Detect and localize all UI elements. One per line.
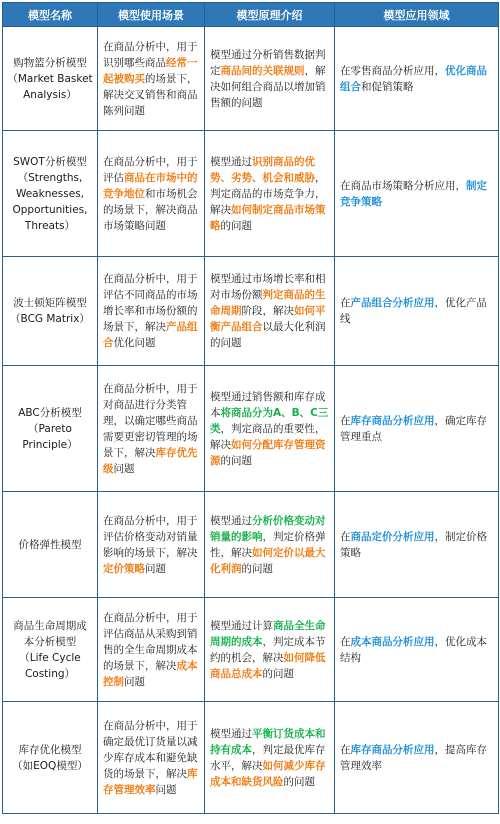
cell-text: 在商品分析中，用于评估 [103, 155, 198, 184]
cell-text: 以最大化利润的问题 [210, 321, 326, 349]
cell-text: ，判定商品的市场竞争力，解决 [210, 171, 326, 216]
table-row [3, 702, 499, 814]
model-name-line: Costing） [24, 667, 76, 680]
table-row [3, 598, 499, 702]
scenario-cell [98, 366, 205, 492]
cell-text: 优化问题 [113, 337, 156, 349]
cell-text: 问题 [145, 562, 166, 575]
model-name-cell [3, 27, 98, 131]
model-name-cell [3, 257, 98, 366]
highlight-text: 成本控制 [103, 659, 198, 688]
table-row [3, 131, 499, 257]
model-name-cell [3, 598, 98, 702]
model-name-line: （如EOQ模型） [12, 759, 88, 772]
model-table [2, 2, 499, 814]
highlight-text: 库存商品分析应用 [350, 743, 435, 756]
model-name-line: Opportunities, [12, 203, 88, 216]
model-name-line: SWOT分析模型 [13, 155, 87, 168]
cell-text: 模型通过销售额和库存成本 [210, 390, 326, 419]
highlight-text: 如何降低商品总成本 [210, 651, 326, 680]
model-name-cell [3, 492, 98, 598]
model-name-line: 库存优化模型 [18, 743, 82, 756]
cell-text: 模型通过 [210, 155, 252, 168]
highlight-text: 如何分配库存管理资源 [210, 438, 326, 467]
cell-text: 和市场机会的场景下，解决商品市场策略问题 [103, 187, 198, 232]
domain-cell [335, 492, 499, 598]
cell-text: ，判定商品的重要性，解决 [210, 422, 326, 451]
cell-text: 在 [340, 414, 351, 427]
highlight-text: 商品全生命周期的成本 [210, 619, 326, 648]
cell-text: 在商品分析中，用于对商品进行分类管理，以确定哪些商品需要更密切管理的场景下，解决 [103, 382, 198, 459]
scenario-cell [98, 598, 205, 702]
header-model-scenario: 模型使用场景 [98, 3, 205, 27]
highlight-text: 产品组合分析应用 [350, 297, 435, 309]
cell-text: ，提高库存管理效率 [340, 743, 487, 772]
cell-text: 在商品分析中，用于识别哪些商品 [103, 40, 198, 69]
highlight-text: 商品定价分析应用 [350, 530, 435, 543]
cell-text: 的问题 [220, 454, 252, 467]
cell-text: ，优化成本结构 [340, 635, 487, 664]
principle-cell [205, 257, 335, 366]
highlight-text: 库存管理效率 [103, 767, 198, 796]
cell-text: 在商品分析中，用于评估商品从采购到销售的全生命周期成本的场景下，解决 [103, 611, 198, 672]
model-name-cell [3, 131, 98, 257]
scenario-cell [98, 27, 205, 131]
header-row [3, 3, 499, 27]
cell-text: 在零售商品分析应用， [340, 64, 445, 77]
cell-text: 模型通过 [210, 727, 252, 740]
cell-text: ，判定价格弹性，解决 [210, 530, 326, 559]
cell-text: 在 [340, 530, 351, 543]
scenario-cell [98, 257, 205, 366]
cell-text: 问题 [113, 462, 135, 475]
table-row [3, 366, 499, 492]
cell-text: ，制定价格策略 [340, 530, 487, 559]
header-model-name: 模型名称 [3, 3, 98, 27]
cell-text: 模型通过市场增长率和相对市场份额 [210, 273, 326, 301]
cell-text: 问题 [124, 675, 145, 688]
cell-text: ，解决如何组合商品以增加销售额的问题 [210, 64, 326, 109]
model-name-line: （BCG Matrix） [10, 313, 90, 325]
model-name-line: 价格弹性模型 [18, 538, 82, 551]
principle-cell [205, 702, 335, 814]
highlight-text: 平衡订货成本和持有成本 [210, 727, 326, 756]
cell-text: 的场景下，解决交叉销售和商品陈列问题 [103, 72, 198, 117]
cell-text: 模型通过分析销售数据判定 [210, 48, 326, 77]
model-name-line: 商品生命周期成 [13, 619, 87, 632]
model-name-line: ABC分析模型 [18, 406, 82, 419]
highlight-text: 库存商品分析应用 [350, 414, 435, 427]
model-name-cell [3, 702, 98, 814]
cell-text: 模型通过计算 [210, 619, 273, 632]
header-model-principle: 模型原理介绍 [205, 3, 335, 27]
model-name-cell [3, 366, 98, 492]
cell-text: 的问题 [220, 219, 252, 232]
cell-text: 在商品市场策略分析应用， [340, 179, 466, 192]
highlight-text: 如何减少库存成本和缺货风险 [210, 759, 326, 788]
highlight-text: 如何平衡产品组合 [210, 305, 326, 333]
table-row [3, 257, 499, 366]
cell-text: ，判定最优库存水平，解决 [210, 743, 326, 772]
model-name-line: Threats） [24, 219, 76, 232]
cell-text: 在商品分析中，用于确定最优订货量以减少库存成本和避免缺货的场景下，解决 [103, 719, 198, 780]
table-row [3, 492, 499, 598]
table-body [3, 27, 499, 814]
highlight-text: 判定商品的生命周期 [210, 289, 326, 317]
domain-cell [335, 702, 499, 814]
model-name-line: 购物篮分析模型 [13, 56, 87, 69]
cell-text: ，判定成本节约的机会，解决 [210, 635, 326, 664]
model-name-line: （Pareto [28, 422, 72, 435]
highlight-text: 产品组合 [103, 321, 198, 349]
cell-text: 在 [340, 743, 351, 756]
domain-cell [335, 257, 499, 366]
highlight-text: 制定竞争策略 [340, 179, 487, 208]
cell-text: 的问题 [241, 562, 273, 575]
model-name-line: （Strengths, [17, 171, 83, 184]
domain-cell [335, 131, 499, 257]
highlight-text: 商品在市场中的竞争地位 [103, 171, 198, 200]
cell-text: 在 [340, 635, 351, 648]
principle-cell [205, 492, 335, 598]
table-row [3, 27, 499, 131]
model-name-line: Principle） [22, 438, 78, 451]
scenario-cell [98, 492, 205, 598]
cell-text: 和促销策略 [361, 80, 414, 93]
cell-text: 在商品分析中，用于评估价格变动对销量影响的场景下，解决 [103, 514, 198, 559]
model-name-line: Weaknesses, [15, 187, 85, 200]
model-name-line: Analysis） [23, 88, 77, 101]
cell-text: ，优化产品线 [340, 297, 487, 325]
model-name-line: 波士顿矩阵模型 [13, 297, 87, 309]
highlight-text: 分析价格变动对销量的影响 [210, 514, 326, 543]
cell-text: 在 [340, 297, 351, 309]
principle-cell [205, 366, 335, 492]
highlight-text: 将商品分为A、B、C三类 [210, 406, 329, 435]
cell-text: 在商品分析中，用于评估不同商品的市场增长率和市场份额的场景下，解决 [103, 273, 198, 333]
model-name-line: （Market Basket [7, 72, 93, 85]
scenario-cell [98, 702, 205, 814]
cell-text: 问题 [155, 783, 177, 796]
highlight-text: 经常一起被购买 [103, 56, 198, 85]
principle-cell [205, 27, 335, 131]
highlight-text: 如何制定商品市场策略 [210, 203, 326, 232]
domain-cell [335, 27, 499, 131]
domain-cell [335, 598, 499, 702]
cell-text: 的问题 [283, 775, 315, 788]
header-model-domain: 模型应用领域 [335, 3, 499, 27]
cell-text: 模型通过 [210, 514, 252, 527]
highlight-text: 定价策略 [103, 562, 145, 575]
highlight-text: 如何定价以最大化利润 [210, 546, 326, 575]
cell-text: 的问题 [262, 667, 294, 680]
principle-cell [205, 598, 335, 702]
model-name-line: 本分析模型 [23, 635, 77, 648]
cell-text: 阶段，解决 [241, 305, 294, 317]
highlight-text: 商品间的关联规则 [220, 64, 305, 77]
highlight-text: 库存优先级 [103, 446, 198, 475]
domain-cell [335, 366, 499, 492]
model-name-line: （Life Cycle [19, 651, 81, 664]
highlight-text: 成本商品分析应用 [350, 635, 435, 648]
principle-cell [205, 131, 335, 257]
highlight-text: 识别商品的优势、劣势、机会和威胁 [210, 155, 315, 184]
highlight-text: 优化商品组合 [340, 64, 487, 93]
scenario-cell [98, 131, 205, 257]
cell-text: ，确定库存管理重点 [340, 414, 487, 443]
